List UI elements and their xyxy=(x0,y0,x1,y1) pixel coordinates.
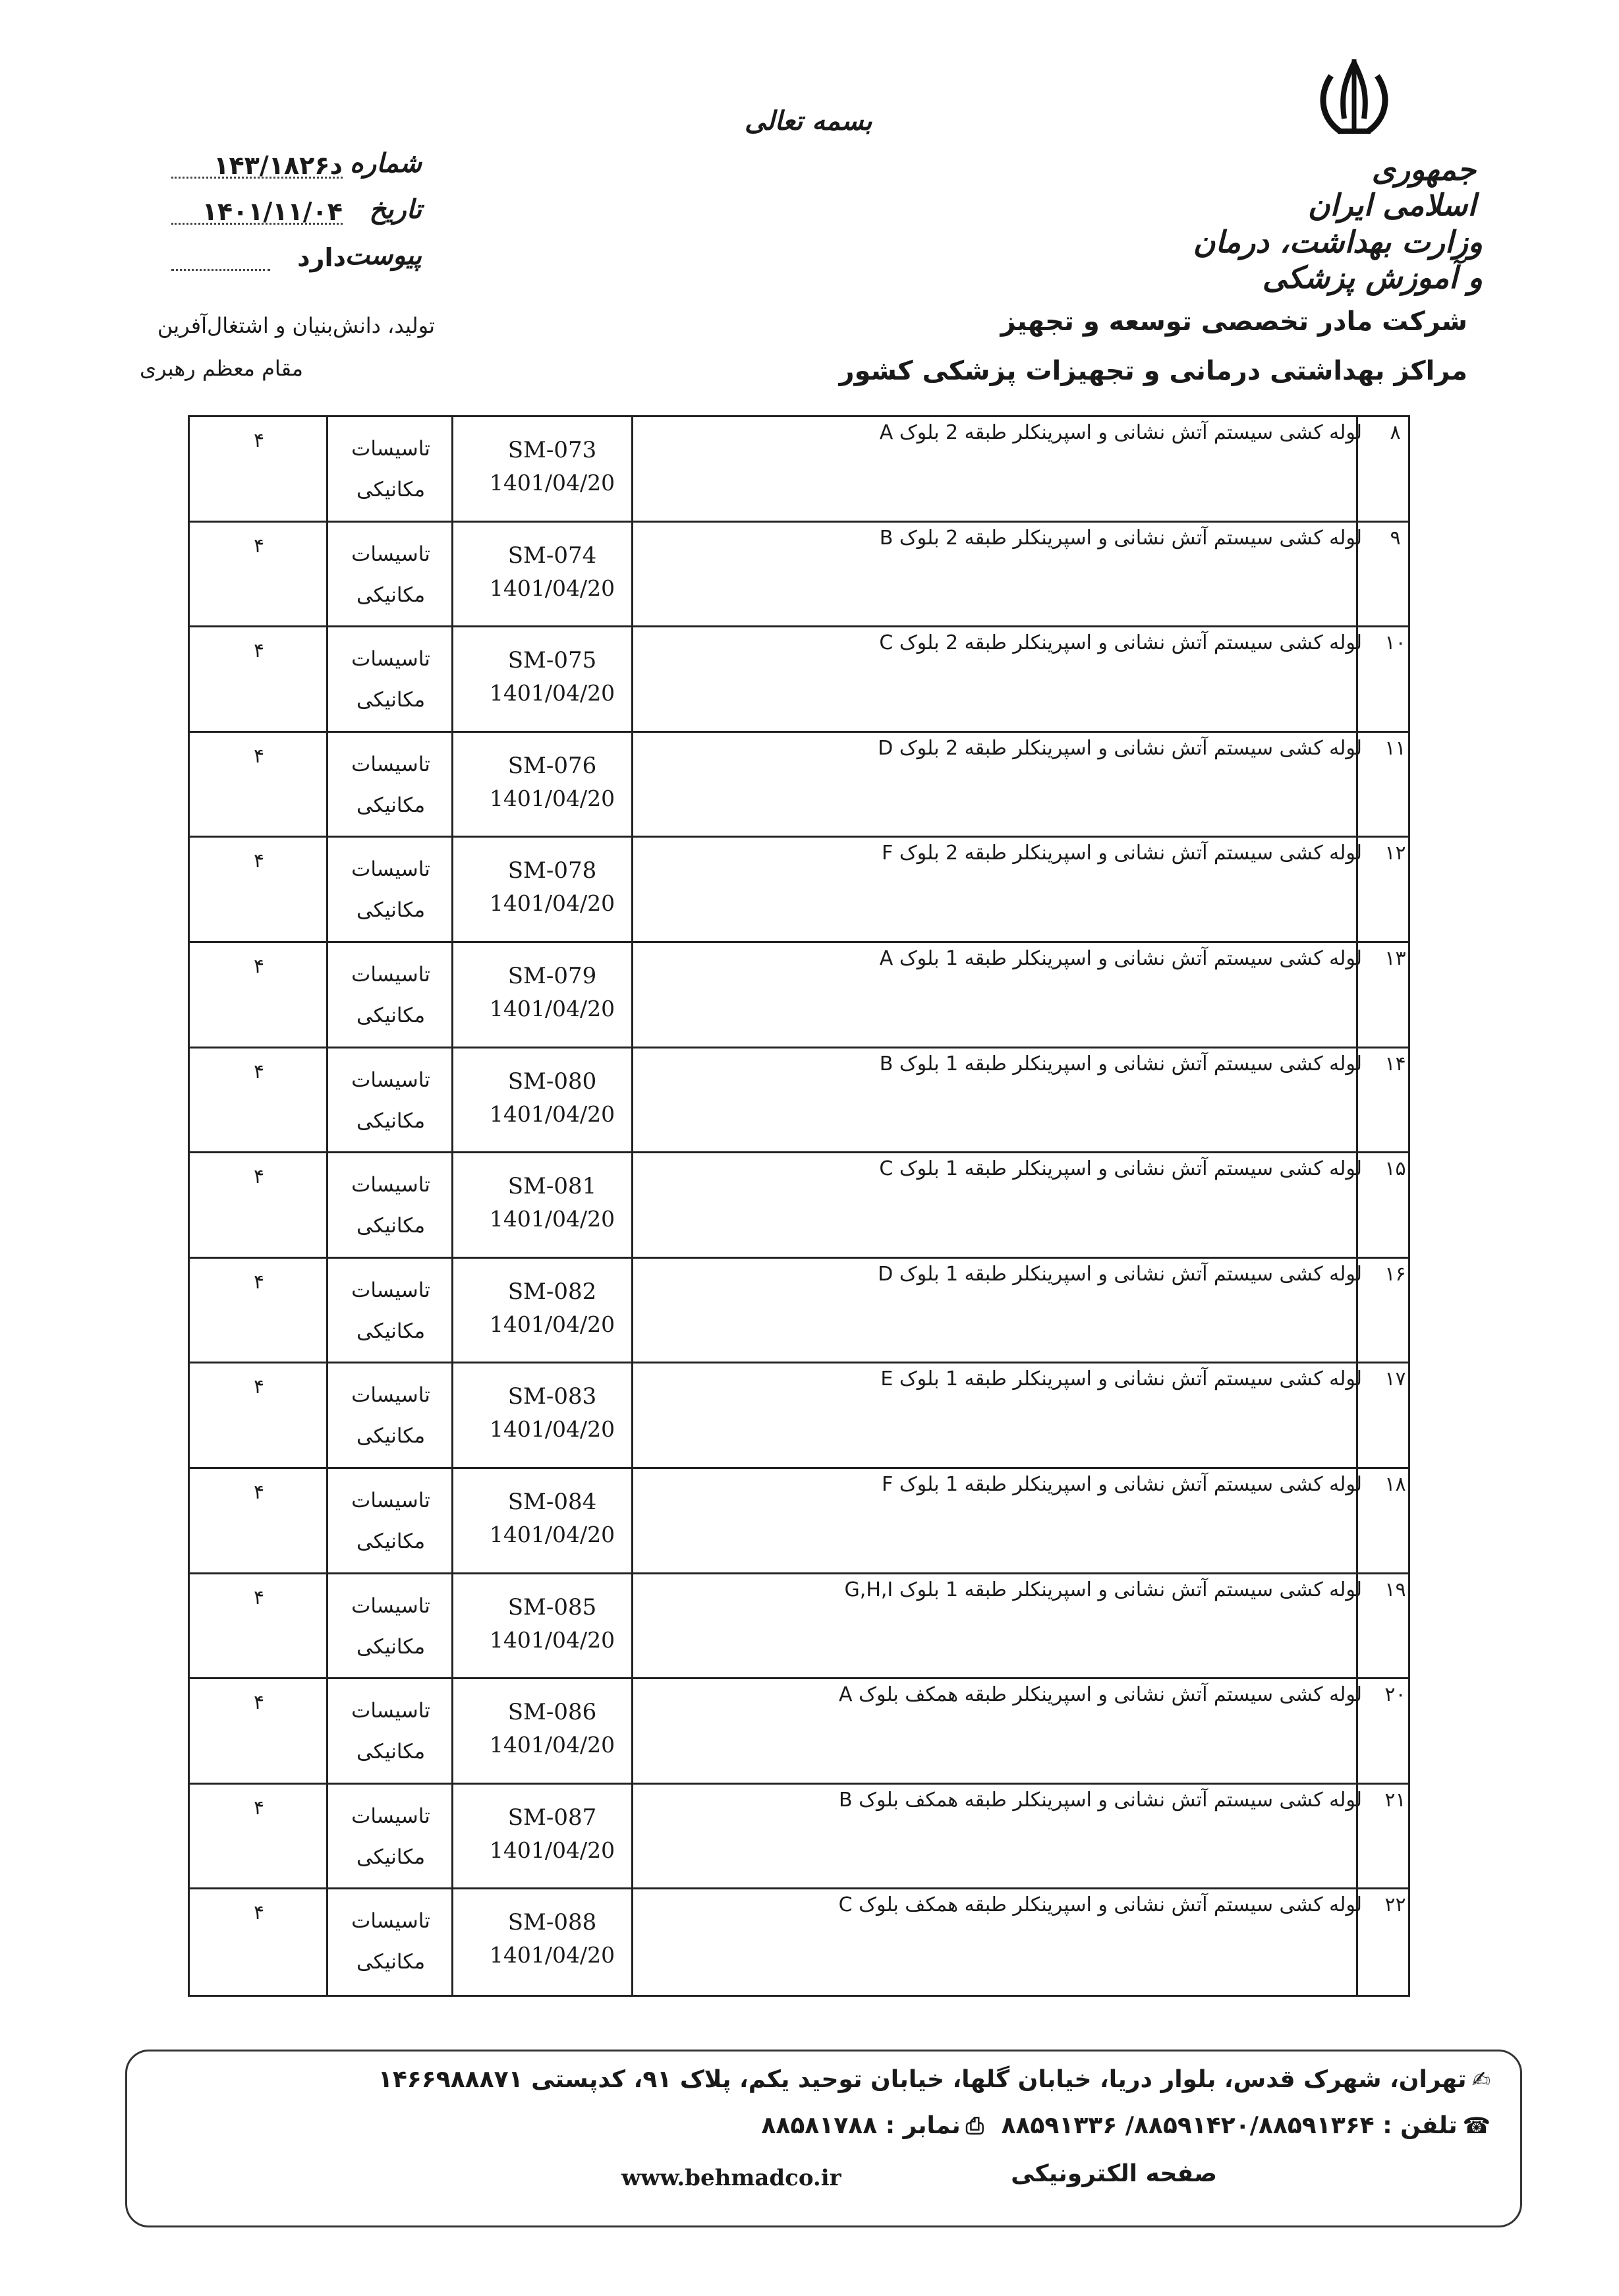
row-document-date: 1401/04/20 xyxy=(489,1311,615,1337)
row-description: لوله کشی سیستم آتش نشانی و اسپرینکلر طبقه همکف بلوک B xyxy=(838,1788,1362,1812)
footer-phone-line xyxy=(761,2112,1491,2139)
table-row xyxy=(190,1469,1408,1574)
row-category-line2: مکانیکی xyxy=(356,1424,426,1449)
row-document-code: SM-076 xyxy=(507,752,597,779)
row-description: لوله کشی سیستم آتش نشانی و اسپرینکلر طبقه 2 بلوک F xyxy=(882,842,1362,865)
row-document-code: SM-087 xyxy=(507,1804,597,1831)
row-quantity: ۴ xyxy=(253,955,265,978)
row-category-line1: تاسیسات xyxy=(351,1278,430,1302)
letter-date-row xyxy=(171,194,422,234)
table-row xyxy=(190,417,1408,523)
row-document-date: 1401/04/20 xyxy=(489,1626,615,1653)
row-document-code: SM-084 xyxy=(507,1489,597,1515)
row-document-date: 1401/04/20 xyxy=(489,1732,615,1758)
footer-contact-box xyxy=(125,2050,1522,2227)
footer-web-label: صفحه الکترونیکی xyxy=(1011,2160,1217,2187)
row-category-line2: مکانیکی xyxy=(356,1740,426,1764)
row-description: لوله کشی سیستم آتش نشانی و اسپرینکلر طبقه 1 بلوک E xyxy=(880,1367,1362,1391)
row-quantity: ۴ xyxy=(253,744,265,768)
row-quantity: ۴ xyxy=(253,1060,265,1083)
company-name-line2: مراکز بهداشتی درمانی و تجهیزات پزشکی کشور xyxy=(839,356,1467,386)
row-category-line2: مکانیکی xyxy=(356,1214,426,1238)
row-description: لوله کشی سیستم آتش نشانی و اسپرینکلر طبقه 1 بلوک A xyxy=(879,947,1362,970)
table-row xyxy=(190,1153,1408,1259)
row-document-code: SM-081 xyxy=(507,1173,597,1200)
row-category-line1: تاسیسات xyxy=(351,857,430,882)
row-document-date: 1401/04/20 xyxy=(489,1837,615,1863)
row-category-line2: مکانیکی xyxy=(356,478,426,502)
basmala: بسمه تعالی xyxy=(745,105,872,136)
row-category-line1: تاسیسات xyxy=(351,752,430,776)
row-category-line2: مکانیکی xyxy=(356,898,426,923)
row-category-line1: تاسیسات xyxy=(351,1909,430,1934)
row-document-code: SM-088 xyxy=(507,1909,597,1936)
row-quantity: ۴ xyxy=(253,849,265,873)
row-quantity: ۴ xyxy=(253,1270,265,1294)
row-document-code: SM-083 xyxy=(507,1383,597,1410)
fax-icon: ⎙ xyxy=(965,2113,984,2139)
row-description: لوله کشی سیستم آتش نشانی و اسپرینکلر طبقه همکف بلوک C xyxy=(838,1893,1362,1917)
table-row xyxy=(190,523,1408,628)
attachment-value: دارد xyxy=(297,243,346,272)
footer-fax: نمابر : ۸۸۵۸۱۷۸۸ xyxy=(761,2112,961,2139)
row-quantity: ۴ xyxy=(253,1375,265,1399)
pen-icon: ✍ xyxy=(1471,2067,1491,2093)
company-name-line1: شرکت مادر تخصصی توسعه و تجهیز xyxy=(1000,306,1467,337)
row-quantity: ۴ xyxy=(253,1165,265,1189)
table-row xyxy=(190,1259,1408,1364)
row-document-code: SM-085 xyxy=(507,1593,597,1621)
attachment-label: پیوست xyxy=(345,241,422,271)
row-document-date: 1401/04/20 xyxy=(489,1942,615,1968)
row-category-line1: تاسیسات xyxy=(351,1489,430,1512)
row-document-code: SM-082 xyxy=(507,1278,597,1305)
row-category-line2: مکانیکی xyxy=(356,1530,426,1553)
row-category-line2: مکانیکی xyxy=(356,1319,426,1343)
row-quantity: ۴ xyxy=(253,1691,265,1715)
footer-website-link[interactable]: www.behmadco.ir xyxy=(621,2165,841,2191)
row-description: لوله کشی سیستم آتش نشانی و اسپرینکلر طبقه 2 بلوک C xyxy=(879,631,1362,655)
ministry-title-line2: وزارت بهداشت، درمان و آموزش پزشکی xyxy=(1193,224,1483,295)
row-category-line2: مکانیکی xyxy=(356,1634,426,1659)
row-category-line1: تاسیسات xyxy=(351,1068,430,1092)
row-category-line1: تاسیسات xyxy=(351,1804,430,1828)
row-category-line1: تاسیسات xyxy=(351,963,430,987)
row-category-line2: مکانیکی xyxy=(356,1950,426,1974)
row-document-code: SM-080 xyxy=(507,1068,597,1095)
row-category-line1: تاسیسات xyxy=(351,1699,430,1723)
row-number: ۱۰ xyxy=(1384,631,1406,655)
row-category-line2: مکانیکی xyxy=(356,1108,426,1133)
row-document-date: 1401/04/20 xyxy=(489,890,615,917)
letter-date-label: تاریخ xyxy=(369,194,422,225)
table-row xyxy=(190,1679,1408,1785)
phone-icon: ☎ xyxy=(1462,2113,1491,2139)
row-document-code: SM-073 xyxy=(507,437,597,463)
table-row xyxy=(190,733,1408,838)
letter-number-value: ۱۴۳/۱۸۲۶د xyxy=(213,151,343,180)
slogan-attribution: مقام معظم رهبری xyxy=(139,356,303,381)
row-quantity: ۴ xyxy=(253,639,265,663)
row-category-line1: تاسیسات xyxy=(351,1383,430,1408)
row-document-date: 1401/04/20 xyxy=(489,785,615,811)
row-number: ۲۲ xyxy=(1384,1893,1406,1917)
row-document-date: 1401/04/20 xyxy=(489,1101,615,1127)
row-description: لوله کشی سیستم آتش نشانی و اسپرینکلر طبقه 1 بلوک B xyxy=(879,1052,1362,1076)
row-number: ۲۰ xyxy=(1384,1683,1406,1707)
row-category-line1: تاسیسات xyxy=(351,542,430,566)
row-number: ۱۴ xyxy=(1384,1052,1406,1076)
row-category-line2: مکانیکی xyxy=(356,1845,426,1869)
table-row xyxy=(190,943,1408,1048)
row-number: ۱۳ xyxy=(1384,947,1406,970)
row-description: لوله کشی سیستم آتش نشانی و اسپرینکلر طبقه 1 بلوک C xyxy=(879,1157,1362,1181)
row-quantity: ۴ xyxy=(253,1901,265,1925)
slogan-text: تولید، دانش‌بنیان و اشتغال‌آفرین xyxy=(157,313,435,338)
row-number: ۱۵ xyxy=(1384,1157,1406,1181)
table-row xyxy=(190,1363,1408,1469)
row-description: لوله کشی سیستم آتش نشانی و اسپرینکلر طبقه 1 بلوک D xyxy=(878,1262,1362,1286)
row-description: لوله کشی سیستم آتش نشانی و اسپرینکلر طبقه همکف بلوک A xyxy=(839,1683,1362,1707)
row-document-code: SM-078 xyxy=(507,857,597,884)
row-description: لوله کشی سیستم آتش نشانی و اسپرینکلر طبقه 2 بلوک A xyxy=(879,421,1362,444)
row-category-line1: تاسیسات xyxy=(351,647,430,672)
row-document-code: SM-079 xyxy=(507,963,597,989)
row-number: ۸ xyxy=(1390,421,1401,444)
row-document-date: 1401/04/20 xyxy=(489,1522,615,1547)
row-number: ۹ xyxy=(1390,526,1401,550)
row-category-line2: مکانیکی xyxy=(356,688,426,712)
letter-number-label: شماره xyxy=(349,148,422,179)
row-quantity: ۴ xyxy=(253,1586,265,1609)
row-number: ۱۸ xyxy=(1384,1473,1406,1496)
row-document-code: SM-075 xyxy=(507,647,597,674)
row-category-line1: تاسیسات xyxy=(351,1593,430,1618)
row-category-line2: مکانیکی xyxy=(356,583,426,607)
table-row xyxy=(190,1574,1408,1680)
row-description: لوله کشی سیستم آتش نشانی و اسپرینکلر طبقه 1 بلوک G,H,I xyxy=(844,1578,1362,1601)
row-document-date: 1401/04/20 xyxy=(489,680,615,706)
iran-emblem-icon xyxy=(1311,56,1397,142)
row-number: ۱۶ xyxy=(1384,1262,1406,1286)
row-number: ۱۷ xyxy=(1384,1367,1406,1391)
row-category-line2: مکانیکی xyxy=(356,1004,426,1027)
table-row xyxy=(190,1889,1408,1995)
footer-address-line xyxy=(378,2066,1491,2093)
row-number: ۱۲ xyxy=(1384,842,1406,865)
letter-date-value: ۱۴۰۱/۱۱/۰۴ xyxy=(202,197,343,226)
table-row xyxy=(190,1785,1408,1890)
table-row xyxy=(190,627,1408,733)
row-description: لوله کشی سیستم آتش نشانی و اسپرینکلر طبقه 2 بلوک B xyxy=(879,526,1362,550)
footer-address: تهران، شهرک قدس، بلوار دریا، خیابان گلها، خیابان توحید یکم، پلاک ۹۱، کدپستی ۱۴۶۶۹۸۸۸۷۱ xyxy=(378,2066,1467,2093)
row-number: ۱۹ xyxy=(1384,1578,1406,1601)
dotted-line xyxy=(171,269,270,271)
attachment-row xyxy=(171,241,422,280)
row-document-date: 1401/04/20 xyxy=(489,1416,615,1443)
row-document-date: 1401/04/20 xyxy=(489,575,615,601)
row-document-code: SM-074 xyxy=(507,542,597,569)
table-row xyxy=(190,838,1408,943)
row-description: لوله کشی سیستم آتش نشانی و اسپرینکلر طبقه 2 بلوک D xyxy=(878,736,1362,760)
row-quantity: ۴ xyxy=(253,429,265,452)
row-category-line1: تاسیسات xyxy=(351,437,430,461)
table-row xyxy=(190,1048,1408,1154)
row-quantity: ۴ xyxy=(253,534,265,558)
row-number: ۲۱ xyxy=(1384,1788,1406,1812)
row-document-date: 1401/04/20 xyxy=(489,1206,615,1232)
row-category-line2: مکانیکی xyxy=(356,793,426,817)
row-description: لوله کشی سیستم آتش نشانی و اسپرینکلر طبقه 1 بلوک F xyxy=(882,1473,1362,1496)
row-category-line1: تاسیسات xyxy=(351,1173,430,1197)
row-document-code: SM-086 xyxy=(507,1699,597,1726)
row-quantity: ۴ xyxy=(253,1481,265,1504)
documents-table xyxy=(188,415,1410,1997)
letter-number-row xyxy=(171,148,422,188)
row-document-date: 1401/04/20 xyxy=(489,996,615,1021)
row-document-date: 1401/04/20 xyxy=(489,470,615,496)
row-number: ۱۱ xyxy=(1384,736,1406,760)
footer-phone: تلفن : ۸۸۵۹۱۴۲۰/۸۸۵۹۱۳۶۴/ ۸۸۵۹۱۳۳۶ xyxy=(1001,2112,1458,2139)
row-quantity: ۴ xyxy=(253,1796,265,1820)
ministry-title-line1: جمهوری اسلامی ایران xyxy=(1307,152,1476,223)
